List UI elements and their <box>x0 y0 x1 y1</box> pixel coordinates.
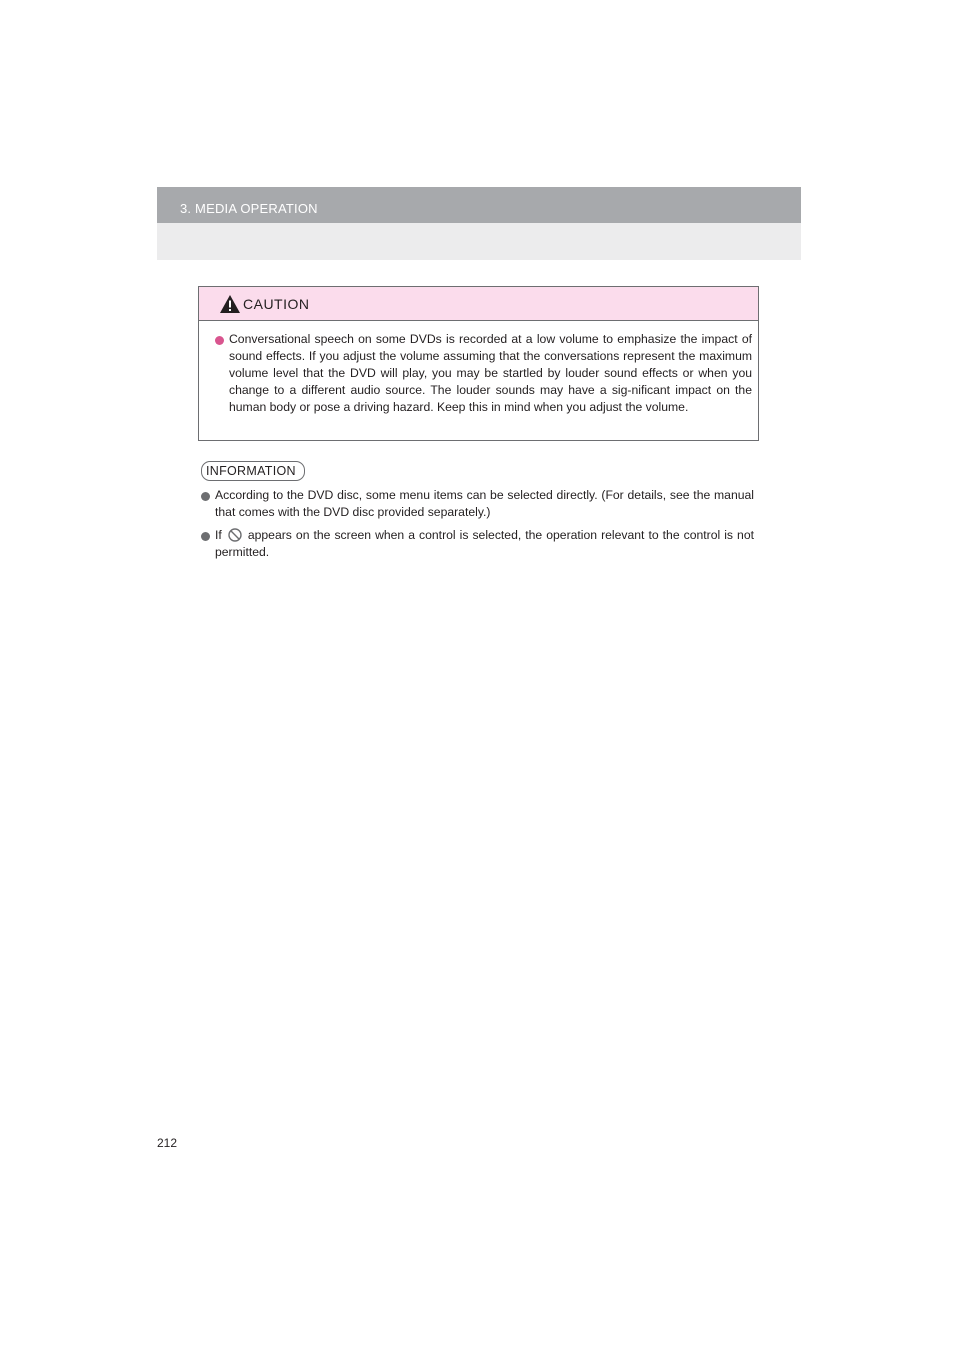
information-item <box>201 487 754 521</box>
caution-box <box>198 286 759 441</box>
caution-header <box>199 287 758 321</box>
page-number: 212 <box>157 1136 178 1150</box>
caution-item-text: Conversational speech on some DVDs is recorded at a low volume to emphasize the impact of sound effects. If you adjust the volume assuming that the conversations represent the maximum volume level that the DVD will play, you may be startled by louder sound effects or when you change to a different audio source. The louder sounds may have a sig-nificant impact on the human body or pose a driving hazard. Keep this in mind when you adjust the volume. <box>229 332 752 414</box>
caution-item <box>215 331 752 416</box>
bullet-icon <box>201 532 210 541</box>
section-header-bar <box>157 187 801 223</box>
section-title: 3. MEDIA OPERATION <box>180 201 318 216</box>
caution-title: CAUTION <box>243 296 310 312</box>
bullet-icon <box>215 336 224 345</box>
information-item-prefix: If <box>215 528 222 542</box>
information-item-text: According to the DVD disc, some menu items can be selected directly. (For details, see the manual that comes with the DVD disc provided separately.) <box>215 488 754 519</box>
information-tag: INFORMATION <box>201 461 305 481</box>
information-item-text: appears on the screen when a control is selected, the operation relevant to the control is not permitted. <box>215 528 754 559</box>
prohibited-icon <box>228 528 242 542</box>
section-header-subbar <box>157 223 801 260</box>
caution-body <box>199 321 758 416</box>
warning-triangle-icon <box>219 294 241 314</box>
bullet-icon <box>201 492 210 501</box>
information-list <box>201 487 754 567</box>
information-item <box>201 527 754 561</box>
